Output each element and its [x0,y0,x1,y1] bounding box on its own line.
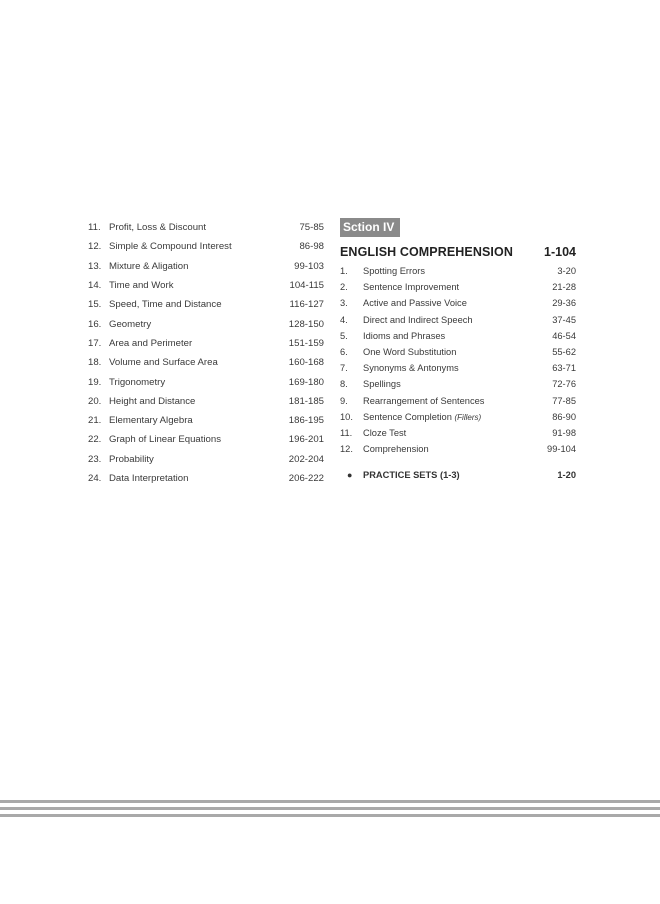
toc-pages: 181-185 [288,395,324,407]
toc-title: Sentence Completion [363,411,455,422]
toc-title: Simple & Compound Interest [109,241,232,253]
toc-number: 20. [88,395,102,407]
toc-title: Cloze Test [363,427,407,438]
toc-row [88,392,324,411]
toc-pages: 160-168 [288,357,324,369]
toc-number: 14. [88,280,102,292]
toc-number: 23. [88,453,102,465]
toc-title: Sentence Improvement [363,282,460,293]
toc-row [88,218,324,237]
toc-pages: 104-115 [289,280,324,292]
toc-row [88,430,324,449]
toc-title: Data Interpretation [109,473,189,484]
toc-number: 17. [88,337,102,349]
toc-number: 19. [88,376,102,388]
toc-number: 8. [340,379,348,390]
toc-title-note: (Fillers) [454,412,482,422]
toc-title: Volume and Surface Area [109,357,218,369]
toc-pages: 29-36 [552,298,576,309]
toc-title: Height and Distance [109,395,196,407]
footer-stripe [0,814,660,817]
toc-row [340,441,576,457]
toc-pages: 46-54 [552,330,576,341]
toc-row [340,376,576,392]
toc-row [88,450,324,469]
toc-pages: 72-76 [552,379,576,390]
toc-title: Synonyms & Antonyms [363,363,459,374]
toc-title: Direct and Indirect Speech [363,314,473,325]
toc-title: Elementary Algebra [109,415,193,427]
toc-pages: 37-45 [552,314,576,325]
toc-number: 11. [88,222,101,234]
toc-title: Trigonometry [109,376,166,388]
toc-pages: 99-103 [294,260,324,272]
section-pages: 1-104 [544,245,576,259]
toc-number: 22. [88,434,102,446]
section-tag: Sction IV [340,218,400,237]
toc-title: Area and Perimeter [109,337,193,349]
toc-pages: 151-159 [288,337,324,349]
section-title: ENGLISH COMPREHENSION [340,245,513,259]
toc-title: Profit, Loss & Discount [109,222,207,234]
toc-number: 9. [340,395,348,406]
toc-pages: 99-104 [547,444,576,455]
left-contents-list [88,218,324,488]
toc-number: 11. [340,427,353,438]
toc-row [88,276,324,295]
toc-pages: 202-204 [288,453,324,465]
toc-number: 1. [340,266,348,277]
toc-row [88,295,324,314]
toc-pages: 75-85 [299,222,324,234]
toc-pages: 206-222 [288,473,324,484]
toc-title-group [363,412,552,422]
toc-pages: 55-62 [552,347,576,358]
toc-pages: 128-150 [288,318,324,330]
toc-pages: 91-98 [552,427,576,438]
toc-pages: 86-98 [299,241,324,253]
toc-row [340,295,576,311]
toc-row [340,344,576,360]
toc-number: 6. [340,347,348,358]
toc-pages: 63-71 [552,363,576,374]
toc-row [340,328,576,344]
toc-row [88,353,324,372]
toc-title: Geometry [109,318,152,330]
toc-title: Mixture & Aligation [109,260,189,272]
toc-row [88,469,324,488]
toc-title: Time and Work [109,280,174,292]
toc-pages: 3-20 [557,266,576,277]
right-contents-column [340,218,576,483]
toc-pages: 116-127 [289,299,324,311]
toc-number: 5. [340,330,348,341]
footer-stripes [0,800,660,821]
toc-row [88,257,324,276]
toc-pages: 21-28 [552,282,576,293]
toc-title: Rearrangement of Sentences [363,395,485,406]
toc-row [340,360,576,376]
toc-row [88,411,324,430]
toc-row [340,279,576,295]
toc-number: 10. [340,411,353,422]
toc-row [340,263,576,279]
toc-title: Spotting Errors [363,266,426,277]
toc-title: Speed, Time and Distance [109,299,222,311]
toc-row [88,334,324,353]
toc-title: Comprehension [363,444,429,455]
section-heading [340,243,576,261]
toc-number: 4. [340,314,348,325]
toc-title: Spellings [363,379,401,390]
toc-row [340,425,576,441]
toc-number: 24. [88,473,102,484]
toc-title: Active and Passive Voice [363,298,467,309]
toc-number: 13. [88,260,102,272]
toc-number: 18. [88,357,102,369]
footer-stripe [0,800,660,803]
toc-pages: 86-90 [552,411,576,422]
left-contents-column [88,218,324,488]
toc-number: 2. [340,282,348,293]
toc-row [340,312,576,328]
toc-number: 12. [340,444,353,455]
toc-title: One Word Substitution [363,347,457,358]
right-contents-list [340,263,576,457]
practice-sets-pages: 1-20 [557,470,576,481]
toc-row [88,237,324,256]
toc-row [340,409,576,425]
toc-number: 12. [88,241,102,253]
footer-stripe [0,807,660,810]
toc-number: 21. [88,415,102,427]
bullet-icon: ● [347,470,353,481]
toc-row [88,372,324,391]
toc-number: 7. [340,363,348,374]
practice-sets-title: PRACTICE SETS (1-3) [363,470,460,481]
toc-pages: 169-180 [288,376,324,388]
toc-pages: 77-85 [552,395,576,406]
toc-row [340,393,576,409]
toc-number: 16. [88,318,102,330]
toc-number: 15. [88,299,102,311]
toc-number: 3. [340,298,348,309]
toc-row [88,314,324,333]
toc-title: Idioms and Phrases [363,330,446,341]
practice-sets-row [340,467,576,483]
toc-title: Graph of Linear Equations [109,434,222,446]
toc-pages: 196-201 [288,434,324,446]
toc-title: Probability [109,453,154,465]
toc-pages: 186-195 [288,415,324,427]
